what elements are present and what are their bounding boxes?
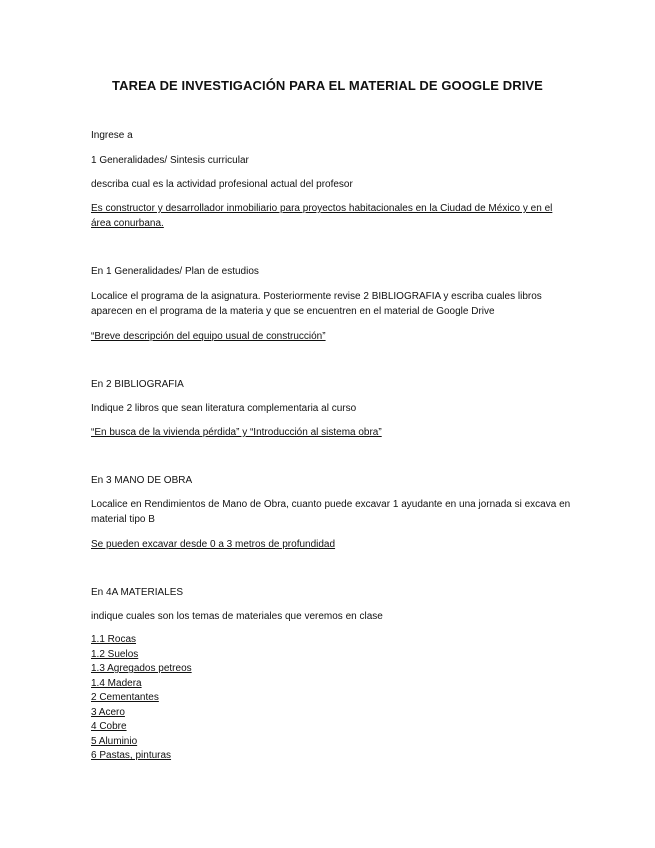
intro-text: Ingrese a: [91, 130, 133, 141]
list-item: 4 Cobre: [91, 721, 127, 732]
list-item: 2 Cementantes: [91, 692, 159, 703]
section4-question: Localice en Rendimientos de Mano de Obra, cuanto puede excavar 1 ayudante en una jornada si excava en material tipo B: [91, 499, 571, 525]
list-item: 1.4 Madera: [91, 677, 142, 689]
list-item: 1.1 Rocas: [91, 634, 137, 645]
list-item: 3 Acero: [91, 706, 125, 718]
section1-heading: 1 Generalidades/ Sintesis curricular: [91, 155, 249, 166]
list-item: 1.3 Agregados petreos: [91, 663, 192, 674]
list-item: 1.2 Suelos: [91, 648, 139, 660]
section3-question: Indique 2 libros que sean literatura complementaria al curso: [91, 403, 357, 414]
section2-question: Localice el programa de la asignatura. Posteriormente revise 2 BIBLIOGRAFIA y escriba cuales libros aparecen en el programa de la materia y que se encuentren en el material de Google Drive: [91, 291, 542, 317]
section4-answer: Se pueden excavar desde 0 a 3 metros de profundidad: [91, 539, 336, 550]
section2-heading: En 1 Generalidades/ Plan de estudios: [91, 266, 259, 277]
section3-heading: En 2 BIBLIOGRAFIA: [91, 379, 184, 390]
section3-answer: “En busca de la vivienda pérdida” y “Introducción al sistema obra”: [91, 427, 382, 438]
list-item: 5 Aluminio: [91, 735, 138, 747]
list-item: 6 Pastas, pinturas: [91, 750, 172, 761]
section4-heading: En 3 MANO DE OBRA: [91, 475, 193, 486]
section2-answer: “Breve descripción del equipo usual de construcción”: [91, 331, 326, 342]
materials-list: [91, 633, 192, 764]
section5-question: indique cuales son los temas de materiales que veremos en clase: [91, 611, 383, 622]
section1-question: describa cual es la actividad profesional actual del profesor: [91, 179, 353, 190]
document-title: TAREA DE INVESTIGACIÓN PARA EL MATERIAL DE GOOGLE DRIVE: [112, 78, 543, 93]
section1-answer: Es constructor y desarrollador inmobiliario para proyectos habitacionales en la Ciudad de México y en el área conurbana.: [91, 203, 553, 229]
section5-heading: En 4A MATERIALES: [91, 587, 184, 598]
